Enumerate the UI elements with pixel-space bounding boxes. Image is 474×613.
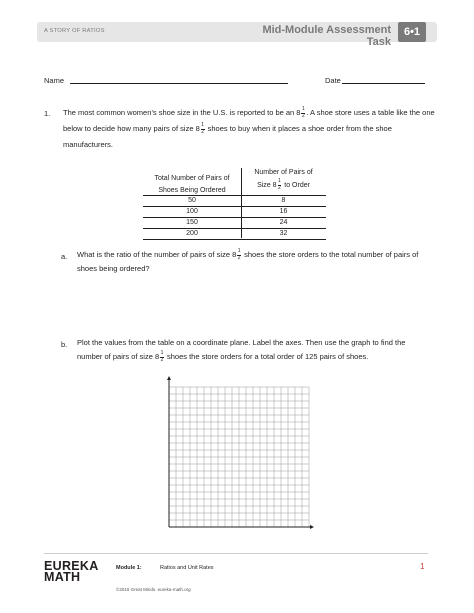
part-a-label: a. [61,252,68,261]
table-cell-size8: 8 [281,197,286,204]
grade-module-badge: 6•1 [398,22,426,42]
part-b-label: b. [61,340,68,349]
half-fraction: $\frac{1}{2}$ [237,248,241,261]
table-header-size8: Number of Pairs of Size 8 $\frac{1}{2}$ to Order [254,169,313,191]
table-cell-size8: 16 [279,208,288,215]
footer-divider [44,553,428,554]
question-text-part: . A shoe store uses a table like the one below to decide how many pairs of size 8 [63,108,435,133]
module-label: Module 1: [116,565,142,571]
table-cell-total: 150 [186,219,198,226]
table-rule [143,239,326,240]
eureka-math-logo: EUREKA MATH [44,559,99,584]
name-field[interactable] [70,83,288,84]
coordinate-grid[interactable] [155,375,315,535]
question-text [63,105,438,153]
question-text-part: The most common women’s shoe size in the U.S. is reported to be an 8 [63,108,301,117]
page-title: Mid-Module Assessment Task [262,24,391,48]
table-cell-total: 200 [186,230,198,237]
x-axis-arrow-icon [310,525,314,529]
table-cell-total: 100 [186,208,198,215]
question-number: 1. [44,109,51,118]
module-name: Ratios and Unit Rates [160,565,214,571]
half-fraction: $\frac{1}{2}$ [160,350,164,363]
question-text-part: shoes to buy when it places a shoe order from the shoe manufacturers. [63,124,392,149]
date-label: Date [325,76,341,85]
table-header-total: Total Number of Pairs of Shoes Being Ordered [154,175,230,194]
half-fraction: $\frac{1}{2}$ [201,122,205,135]
half-fraction: $\frac{1}{2}$ [301,106,305,119]
part-a-text: What is the ratio of the number of pairs of size 8 $\frac{1}{2}$ shoes the store orders to the total number of pairs of shoes being ordered? [77,248,419,273]
part-b-text: Plot the values from the table on a coordinate plane. Label the axes. Then use the graph to find the number of pairs of size 8 $\frac{1}{2}$ shoes the store orders for a total order of 125 pairs of shoes. [77,338,406,363]
page-number: 1 [420,562,425,571]
table-cell-total: 50 [188,197,196,204]
table-cell-size8: 24 [279,219,288,226]
table-cell-size8: 32 [279,230,288,237]
half-fraction: $\frac{1}{2}$ [278,178,281,191]
part-a-answer-space[interactable] [77,280,427,330]
date-field[interactable] [342,83,425,84]
y-axis-arrow-icon [167,376,171,380]
name-label: Name [44,76,65,85]
copyright-text: ©2015 Great Minds. eureka-math.org [116,587,191,592]
curriculum-label: A STORY OF RATIOS [44,28,105,34]
